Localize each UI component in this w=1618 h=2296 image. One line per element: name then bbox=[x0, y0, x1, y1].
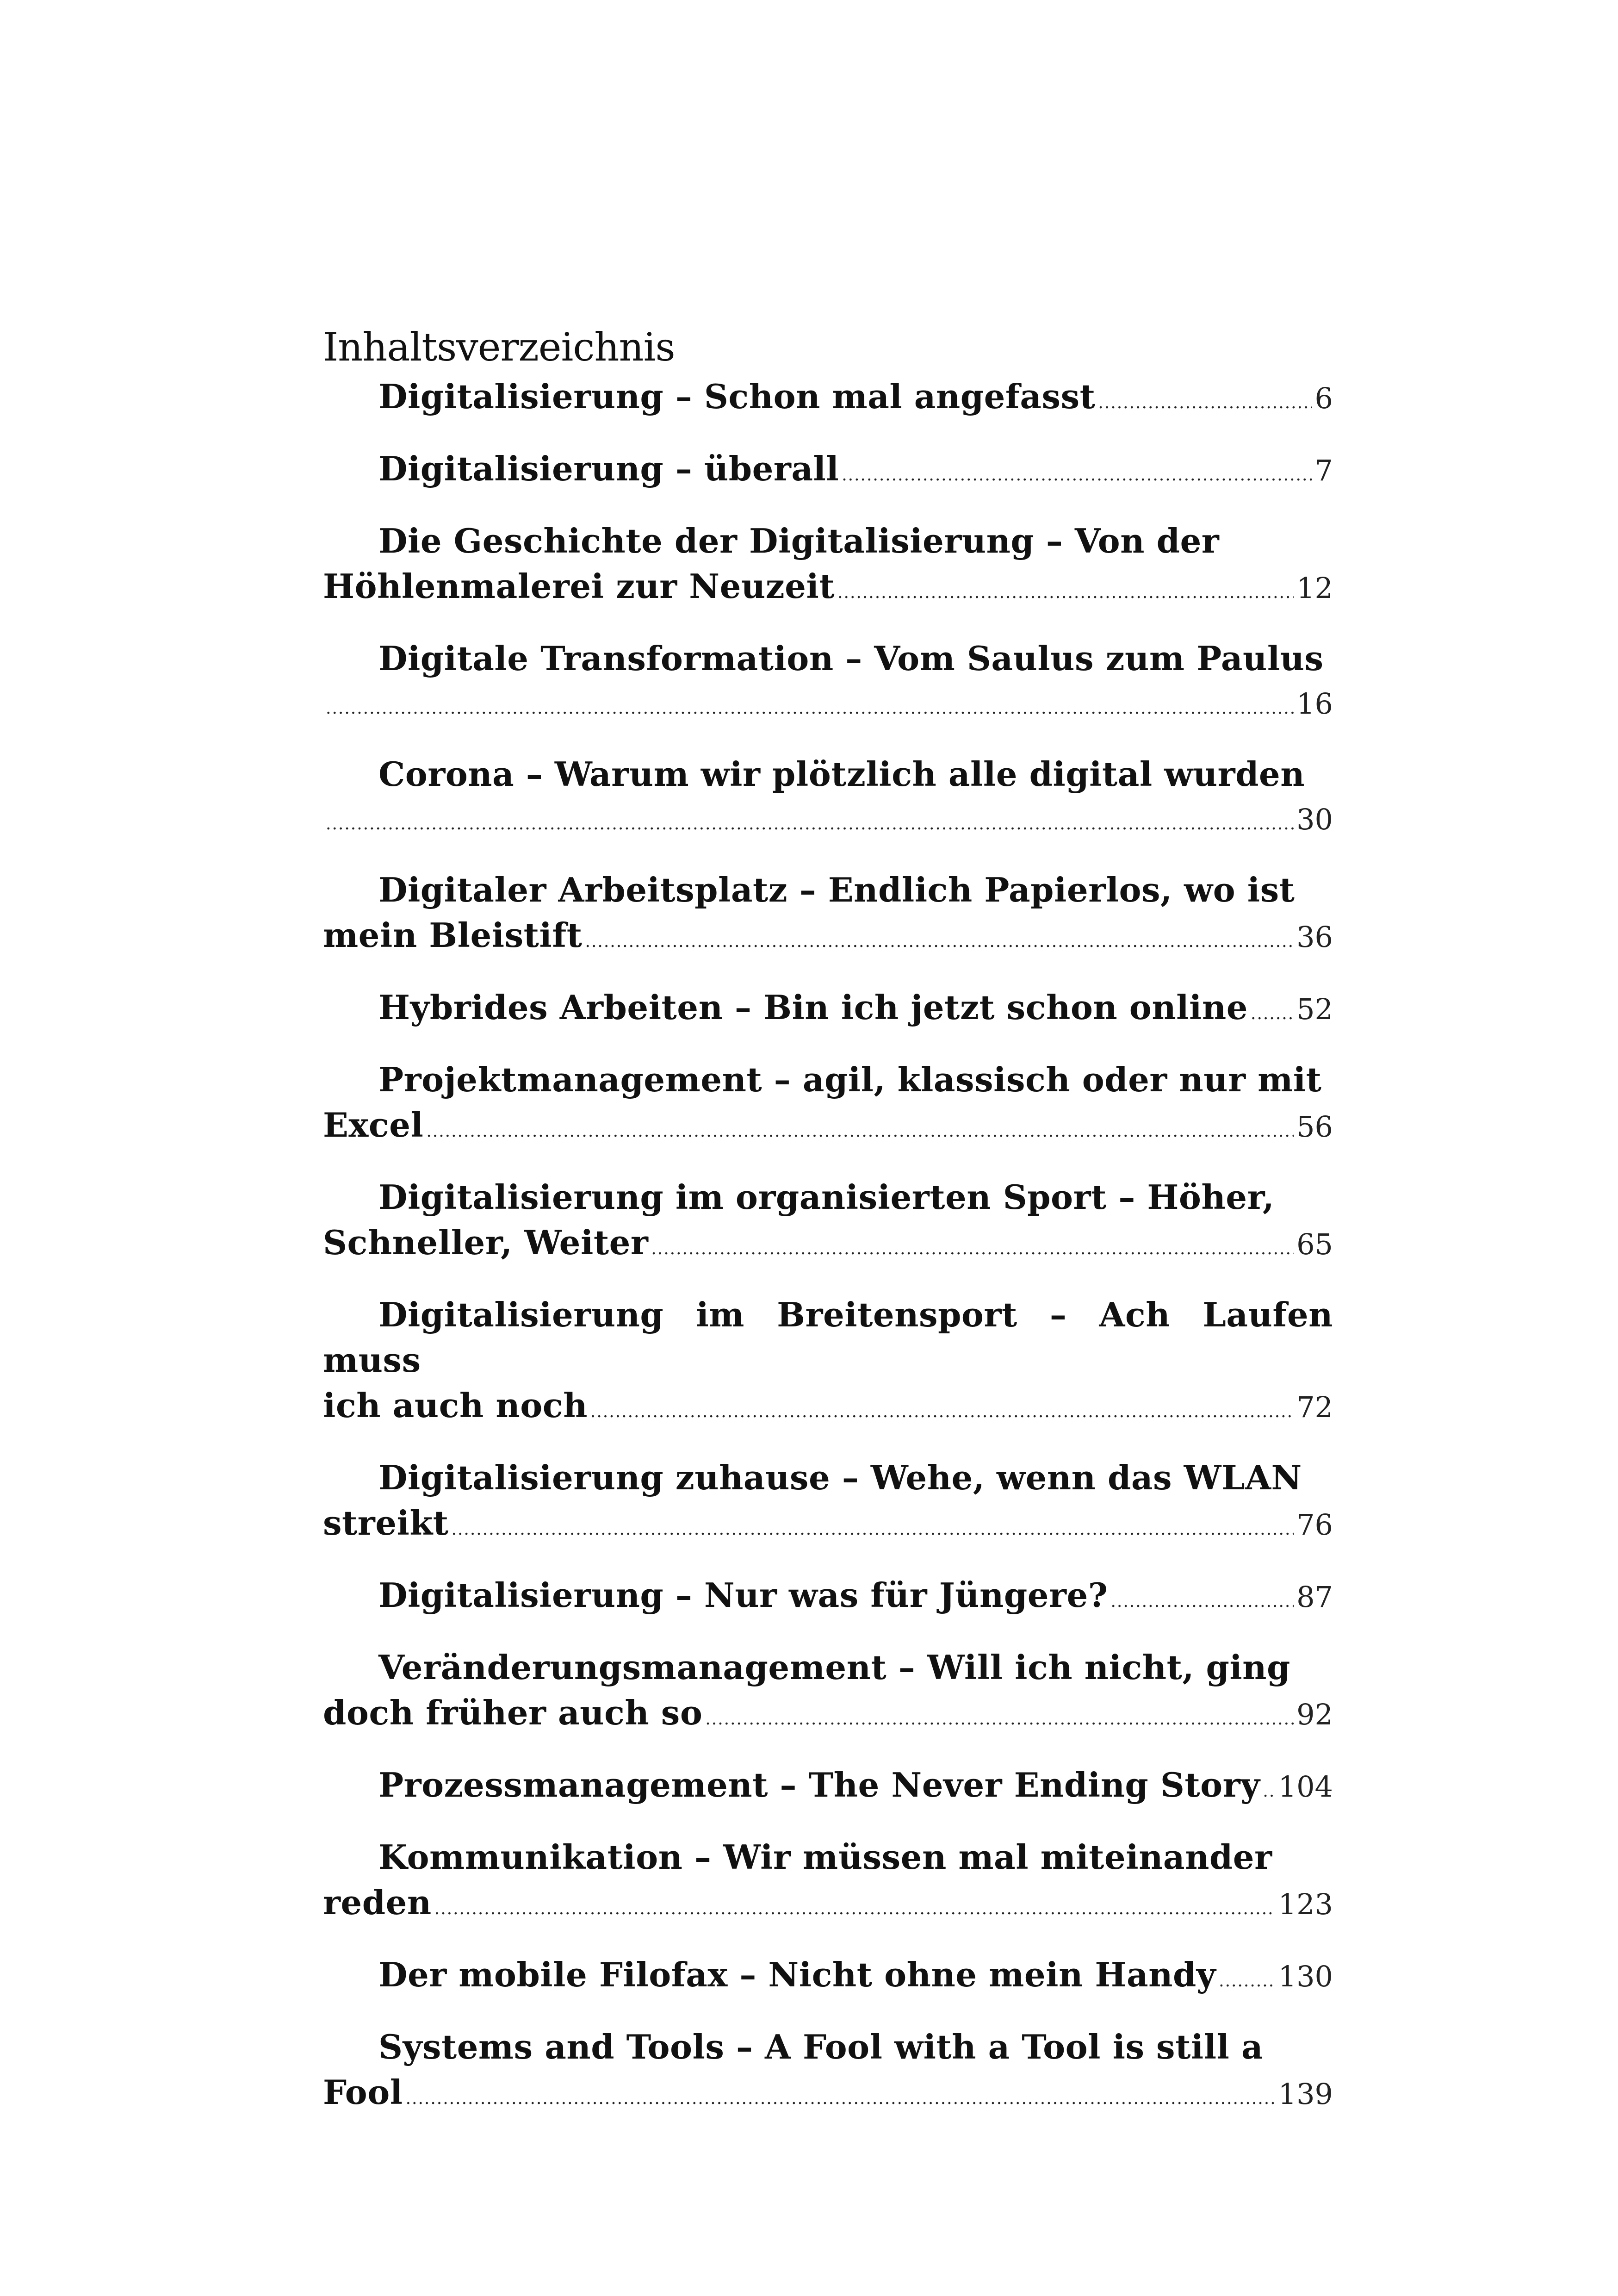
toc-entry[interactable] bbox=[323, 1645, 1333, 1742]
toc-entry-title-end: Hybrides Arbeiten – Bin ich jetzt schon online bbox=[378, 988, 1248, 1027]
toc-entry[interactable] bbox=[323, 985, 1333, 1037]
toc-entry[interactable] bbox=[323, 636, 1333, 731]
toc-entry-title: Kommunikation – Wir müssen mal miteinander bbox=[378, 1837, 1272, 1877]
toc-entry-title: Digitale Transformation – Vom Saulus zum Paulus bbox=[378, 639, 1324, 678]
toc-entry-line bbox=[323, 446, 1333, 498]
toc-entry-title: Corona – Warum wir plötzlich alle digital wurden bbox=[378, 754, 1305, 794]
toc-entry-line bbox=[323, 1573, 1333, 1624]
toc-entry[interactable] bbox=[323, 867, 1333, 964]
toc-page-number: 7 bbox=[1314, 454, 1333, 487]
toc-page-number: 52 bbox=[1296, 992, 1333, 1026]
toc-entry[interactable] bbox=[323, 1057, 1333, 1154]
toc-entry-line bbox=[323, 1762, 1333, 1814]
dot-leader bbox=[1263, 1769, 1275, 1814]
toc-entry[interactable] bbox=[323, 1455, 1333, 1552]
dot-leader bbox=[434, 1886, 1276, 1932]
dot-leader bbox=[590, 1389, 1294, 1435]
toc-page-number: 65 bbox=[1296, 1227, 1333, 1261]
toc-entry-title: Digitalisierung zuhause – Wehe, wenn das WLAN bbox=[378, 1458, 1302, 1497]
toc-entry-title-end: Digitalisierung – Nur was für Jüngere? bbox=[378, 1575, 1108, 1615]
toc-page-number: 87 bbox=[1296, 1580, 1333, 1614]
toc-entry[interactable] bbox=[323, 1573, 1333, 1624]
toc-entry[interactable] bbox=[323, 1952, 1333, 2004]
toc-page-number: 12 bbox=[1296, 571, 1333, 605]
toc-entry-title-end: Digitalisierung – Schon mal angefasst bbox=[378, 377, 1096, 416]
toc-entry-title-end: reden bbox=[323, 1883, 432, 1922]
toc-page-number: 76 bbox=[1296, 1508, 1333, 1542]
toc-entry-line bbox=[323, 1500, 1333, 1552]
dot-leader bbox=[651, 1226, 1294, 1272]
toc-entry[interactable] bbox=[323, 374, 1333, 426]
toc-entry-title-end: Excel bbox=[323, 1105, 424, 1145]
toc-entry-line bbox=[323, 913, 1333, 964]
toc-entry-line bbox=[323, 2070, 1333, 2122]
toc-entry[interactable] bbox=[323, 752, 1333, 847]
toc-entry-title-end: streikt bbox=[323, 1503, 449, 1543]
dot-leader bbox=[1219, 1959, 1276, 2004]
dot-leader bbox=[1098, 380, 1312, 426]
toc-entry-title-end: Prozessmanagement – The Never Ending Story bbox=[378, 1765, 1260, 1804]
toc-page-number: 56 bbox=[1296, 1110, 1333, 1144]
toc-entry-title-end: Fool bbox=[323, 2072, 403, 2112]
toc-list bbox=[323, 374, 1333, 2122]
toc-entry[interactable] bbox=[323, 446, 1333, 498]
toc-entry-title-end: Höhlenmalerei zur Neuzeit bbox=[323, 566, 835, 606]
dot-leader bbox=[1251, 991, 1294, 1037]
toc-entry-line bbox=[323, 564, 1333, 616]
toc-entry-title: Veränderungsmanagement – Will ich nicht, ging bbox=[378, 1648, 1290, 1687]
toc-entry[interactable] bbox=[323, 1175, 1333, 1272]
toc-entry-line bbox=[323, 1102, 1333, 1154]
dot-leader bbox=[842, 453, 1312, 498]
toc-entry-line bbox=[323, 797, 1333, 847]
toc-entry-title-end: Der mobile Filofax – Nicht ohne mein Handy bbox=[378, 1955, 1216, 1994]
toc-entry-title-end: Digitalisierung – überall bbox=[378, 449, 839, 488]
dot-leader bbox=[406, 2076, 1276, 2122]
toc-heading: Inhaltsverzeichnis bbox=[323, 324, 675, 370]
toc-page-number: 72 bbox=[1296, 1390, 1333, 1424]
toc-page-number: 36 bbox=[1296, 920, 1333, 954]
toc-entry[interactable] bbox=[323, 2024, 1333, 2122]
toc-entry[interactable] bbox=[323, 1762, 1333, 1814]
toc-page-number: 104 bbox=[1278, 1770, 1333, 1804]
toc-entry-title-end: doch früher auch so bbox=[323, 1693, 703, 1732]
toc-page-number: 30 bbox=[1296, 803, 1333, 836]
toc-entry-line bbox=[323, 1690, 1333, 1742]
dot-leader bbox=[326, 802, 1294, 847]
toc-entry-line bbox=[323, 1383, 1333, 1435]
toc-entry-title: Systems and Tools – A Fool with a Tool is still a bbox=[378, 2027, 1264, 2066]
toc-page-number: 130 bbox=[1278, 1960, 1333, 1993]
toc-entry-line bbox=[323, 985, 1333, 1037]
toc-entry-title: Die Geschichte der Digitalisierung – Von der bbox=[378, 521, 1220, 560]
toc-entry-title: Projektmanagement – agil, klassisch oder nur mit bbox=[378, 1060, 1322, 1099]
toc-entry-line bbox=[323, 1952, 1333, 2004]
toc-entry-line bbox=[323, 1880, 1333, 1932]
toc-page-number: 92 bbox=[1296, 1698, 1333, 1731]
dot-leader bbox=[426, 1109, 1294, 1154]
toc-entry-title: Digitalisierung im Breitensport – Ach Laufen muss bbox=[323, 1295, 1333, 1380]
toc-entry-title: Digitalisierung im organisierten Sport – Höher, bbox=[378, 1177, 1275, 1217]
dot-leader bbox=[1110, 1579, 1294, 1624]
toc-page-number: 16 bbox=[1296, 687, 1333, 721]
toc-entry[interactable] bbox=[323, 1835, 1333, 1932]
toc-entry-title: Digitaler Arbeitsplatz – Endlich Papierlos, wo ist bbox=[378, 870, 1295, 909]
toc-entry-line bbox=[323, 1220, 1333, 1272]
toc-entry-title-end: mein Bleistift bbox=[323, 915, 583, 955]
toc-entry-title-end: Schneller, Weiter bbox=[323, 1223, 649, 1262]
table-of-contents bbox=[323, 324, 1333, 2142]
dot-leader bbox=[326, 686, 1294, 731]
toc-page-number: 123 bbox=[1278, 1887, 1333, 1921]
dot-leader bbox=[585, 919, 1294, 964]
dot-leader bbox=[837, 570, 1294, 616]
dot-leader bbox=[452, 1507, 1294, 1552]
toc-page-number: 139 bbox=[1278, 2077, 1333, 2111]
toc-entry[interactable] bbox=[323, 1292, 1333, 1435]
toc-entry-line bbox=[323, 681, 1333, 731]
toc-entry-title-end: ich auch noch bbox=[323, 1386, 588, 1425]
toc-page-number: 6 bbox=[1314, 381, 1333, 415]
dot-leader bbox=[705, 1697, 1294, 1742]
toc-entry[interactable] bbox=[323, 518, 1333, 616]
toc-entry-line bbox=[323, 374, 1333, 426]
